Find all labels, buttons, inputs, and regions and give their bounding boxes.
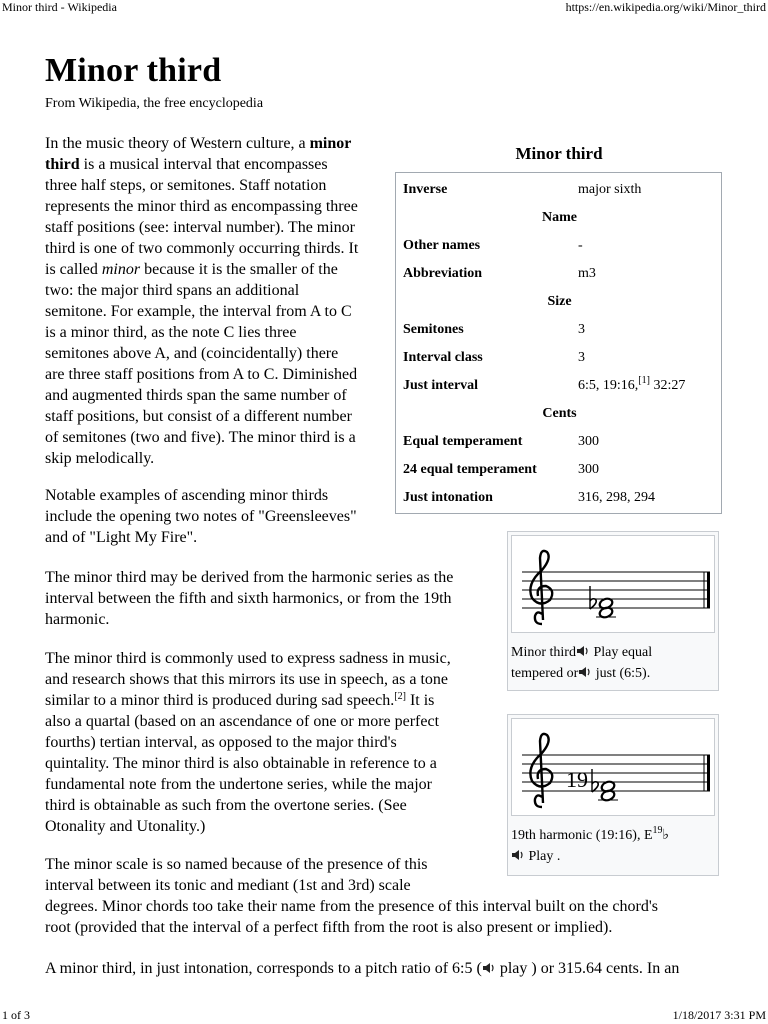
paragraph-just-intonation: A minor third, in just intonation, corresponds to a pitch ratio of 6:5 ( play ) or 315.64 cents. In an	[45, 960, 680, 977]
staff-notation	[512, 719, 714, 815]
infobox-section-name: Name	[542, 210, 577, 225]
speaker-icon[interactable]	[578, 666, 592, 678]
play-link[interactable]: play	[495, 960, 532, 977]
score-image[interactable]	[511, 718, 715, 816]
figure-caption: Minor third Play equal tempered or just (6:5).	[511, 645, 653, 681]
figure-minor-third	[507, 531, 719, 691]
infobox-section-cents: Cents	[542, 406, 577, 421]
figure-caption: 19th harmonic (19:16), $E^{19}♭$ Play .	[511, 825, 670, 864]
harmonic-number: 19	[566, 767, 588, 792]
page-subtitle: From Wikipedia, the free encyclopedia	[45, 96, 264, 111]
citation-1[interactable]: [1]	[638, 375, 650, 386]
print-footer-timestamp: 1/18/2017 3:31 PM	[672, 1008, 766, 1022]
play-equal-tempered-link[interactable]: Play	[589, 645, 622, 660]
term-third: third	[45, 156, 80, 173]
staff-notation	[512, 536, 714, 632]
play-19th-harmonic-link[interactable]: Play	[525, 849, 557, 864]
speaker-icon[interactable]	[576, 645, 590, 657]
paragraph-sadness: The minor third is commonly used to express sadness in music, and research shows that this mirrors its use in speech, as a tone similar to a minor third is produced during sad speech.[2] It is also a quartal (based on an ascendance of one or more perfect fourths) tertian interval, as opposed to the major third's quintality. The minor third is also obtainable in reference to a fundamental note from the undertone series, while the major third is obtainable as such from the overtone series. (See Otonality and Utonality.)	[45, 650, 451, 835]
figure-19th-harmonic	[507, 714, 719, 876]
speaker-icon[interactable]	[482, 962, 496, 974]
print-header-title: Minor third - Wikipedia	[2, 0, 117, 14]
infobox-caption: Minor third	[515, 144, 603, 163]
print-footer-page: 1 of 3	[2, 1008, 30, 1022]
treble-clef-icon	[530, 551, 552, 624]
flat-icon	[590, 586, 596, 609]
paragraph-minor-scale: The minor scale is so named because of the presence of this interval between its tonic and mediant (1st and 3rd) scale degrees. Minor chords too take their name from the presence of this interval built on the chord's root (provided that the interval of a perfect fifth from the root is also present or implied).	[45, 856, 658, 936]
score-image[interactable]	[511, 535, 715, 633]
infobox: Inverse major sixth Name Other names - Abbreviation m3 Size Semitones 3 Interval class 3 Just interval 6:5, 19:16,[1] 32:27 Cents Equal temperament 300 24 equal temperament 300 Just intonation 316, 298, 294	[395, 172, 722, 514]
flat-icon: ♭	[662, 828, 670, 843]
paragraph-examples: Notable examples of ascending minor thirds include the opening two notes of "Greensleeves" and of "Light My Fire".	[45, 487, 357, 546]
print-header-url[interactable]: https://en.wikipedia.org/wiki/Minor_third	[565, 0, 766, 14]
paragraph-intro: In the music theory of Western culture, a minor third is a musical interval that encompasses three half steps, or semitones. Staff notation represents the minor third as encompassing three staff positions (see: interval number). The minor third is one of two commonly occurring thirds. It is called minor because it is the smaller of the two: the major third spans an additional semitone. For example, the interval from A to C is a minor third, as the note C lies three semitones above A, and (coincidentally) there are three staff positions from A to C. Diminished and augmented thirds span the same number of staff positions, but consist of a different number of semitones (two and five). The minor third is a skip melodically.	[45, 135, 359, 467]
paragraph-harmonic-series: The minor third may be derived from the harmonic series as the interval between the fifth and sixth harmonics, or from the 19th harmonic.	[45, 569, 454, 628]
page-title: Minor third	[45, 52, 222, 89]
infobox-section-size: Size	[547, 294, 572, 309]
term-minor: minor	[309, 135, 352, 152]
speaker-icon[interactable]	[511, 849, 525, 861]
citation-2[interactable]: [2]	[394, 691, 406, 702]
treble-clef-icon	[530, 734, 552, 807]
play-just-link[interactable]: just	[592, 666, 620, 681]
flat-icon	[592, 769, 598, 792]
